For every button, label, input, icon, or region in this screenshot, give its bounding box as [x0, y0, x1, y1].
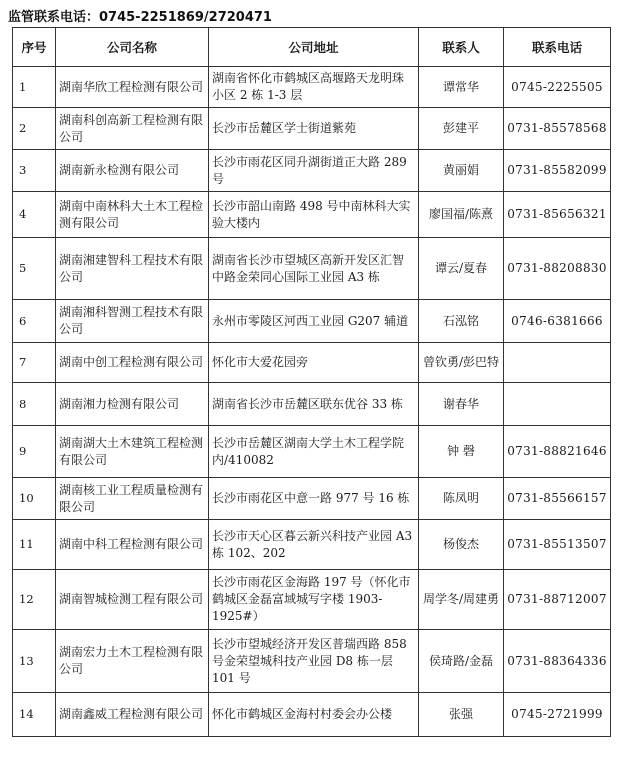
contact-phone: 0731-85578568	[504, 108, 611, 150]
contact-phone: 0745-2225505	[504, 67, 611, 108]
company-address: 长沙市天心区暮云新兴科技产业园 A3 栋 102、202	[209, 520, 419, 570]
company-name: 湖南中科工程检测有限公司	[56, 520, 209, 570]
company-address: 长沙市雨花区金海路 197 号（怀化市鹤城区金磊富域城写字楼 1903-1925#）	[209, 570, 419, 630]
contact-phone	[504, 383, 611, 426]
table-row	[13, 520, 611, 570]
row-number: 1	[13, 67, 56, 108]
contact-person: 侯琦路/金磊	[419, 630, 504, 693]
contact-person: 周学冬/周建勇	[419, 570, 504, 630]
contact-person: 石泓铭	[419, 300, 504, 343]
row-number: 3	[13, 150, 56, 192]
company-address: 怀化市鹤城区金海村村委会办公楼	[209, 693, 419, 737]
row-number: 12	[13, 570, 56, 630]
company-name: 湖南新永检测有限公司	[56, 150, 209, 192]
column-header-phone: 联系电话	[504, 28, 611, 67]
column-header-address: 公司地址	[209, 28, 419, 67]
column-header-contact: 联系人	[419, 28, 504, 67]
contact-phone: 0731-88821646	[504, 426, 611, 478]
company-name: 湖南湘科智测工程技术有限公司	[56, 300, 209, 343]
company-address: 湖南省长沙市岳麓区联东优谷 33 栋	[209, 383, 419, 426]
table-row	[13, 192, 611, 238]
table-row	[13, 108, 611, 150]
contact-person: 谢春华	[419, 383, 504, 426]
contact-phone: 0731-85513507	[504, 520, 611, 570]
table-header-row	[13, 28, 611, 67]
row-number: 2	[13, 108, 56, 150]
row-number: 5	[13, 238, 56, 300]
contact-phone: 0731-88208830	[504, 238, 611, 300]
company-address: 长沙市韶山南路 498 号中南林科大实验大楼内	[209, 192, 419, 238]
table-row	[13, 570, 611, 630]
contact-person: 杨俊杰	[419, 520, 504, 570]
contact-person: 廖国福/陈熹	[419, 192, 504, 238]
table-row	[13, 300, 611, 343]
table-row	[13, 426, 611, 478]
company-address: 湖南省长沙市望城区高新开发区汇智中路金荣同心国际工业园 A3 栋	[209, 238, 419, 300]
contact-phone: 0731-88364336	[504, 630, 611, 693]
table-row	[13, 630, 611, 693]
table-row	[13, 693, 611, 737]
company-name: 湖南湖大土木建筑工程检测有限公司	[56, 426, 209, 478]
contact-person: 张强	[419, 693, 504, 737]
company-address: 怀化市大爱花园旁	[209, 343, 419, 383]
contact-phone: 0731-85566157	[504, 478, 611, 520]
row-number: 6	[13, 300, 56, 343]
contact-person: 谭常华	[419, 67, 504, 108]
contact-person: 彭建平	[419, 108, 504, 150]
company-table	[12, 27, 611, 737]
table-row	[13, 383, 611, 426]
contact-person: 钟 磬	[419, 426, 504, 478]
table-row	[13, 67, 611, 108]
row-number: 14	[13, 693, 56, 737]
company-name: 湖南中南林科大土木工程检测有限公司	[56, 192, 209, 238]
company-name: 湖南中创工程检测有限公司	[56, 343, 209, 383]
company-address: 永州市零陵区河西工业园 G207 辅道	[209, 300, 419, 343]
contact-phone: 0745-2721999	[504, 693, 611, 737]
company-name: 湖南核工业工程质量检测有限公司	[56, 478, 209, 520]
row-number: 10	[13, 478, 56, 520]
contact-phone: 0731-88712007	[504, 570, 611, 630]
company-name: 湖南智城检测工程有限公司	[56, 570, 209, 630]
column-header-no: 序号	[13, 28, 56, 67]
company-address: 长沙市岳麓区湖南大学土木工程学院内/410082	[209, 426, 419, 478]
company-address: 长沙市岳麓区学士街道紫苑	[209, 108, 419, 150]
contact-person: 黄丽娟	[419, 150, 504, 192]
contact-person: 陈凤明	[419, 478, 504, 520]
table-row	[13, 150, 611, 192]
contact-phone	[504, 343, 611, 383]
contact-person: 曾钦勇/彭巴特	[419, 343, 504, 383]
contact-phone: 0731-85582099	[504, 150, 611, 192]
contact-phone: 0746-6381666	[504, 300, 611, 343]
company-address: 长沙市雨花区同升湖街道正大路 289 号	[209, 150, 419, 192]
company-address: 长沙市望城经济开发区普瑞西路 858 号金荣望城科技产业园 D8 栋一层 101 号	[209, 630, 419, 693]
row-number: 9	[13, 426, 56, 478]
row-number: 13	[13, 630, 56, 693]
column-header-name: 公司名称	[56, 28, 209, 67]
contact-person: 谭云/夏春	[419, 238, 504, 300]
company-name: 湖南鑫威工程检测有限公司	[56, 693, 209, 737]
company-name: 湖南湘建智科工程技术有限公司	[56, 238, 209, 300]
company-name: 湖南湘力检测有限公司	[56, 383, 209, 426]
table-row	[13, 478, 611, 520]
company-name: 湖南华欣工程检测有限公司	[56, 67, 209, 108]
row-number: 8	[13, 383, 56, 426]
row-number: 7	[13, 343, 56, 383]
table-row	[13, 343, 611, 383]
contact-phone: 0731-85656321	[504, 192, 611, 238]
company-name: 湖南科创高新工程检测有限公司	[56, 108, 209, 150]
supervision-phone-note: 监管联系电话：0745-2251869/2720471	[8, 10, 272, 25]
table-row	[13, 238, 611, 300]
row-number: 11	[13, 520, 56, 570]
company-address: 湖南省怀化市鹤城区高堰路天龙明珠小区 2 栋 1-3 层	[209, 67, 419, 108]
company-name: 湖南宏力土木工程检测有限公司	[56, 630, 209, 693]
company-address: 长沙市雨花区中意一路 977 号 16 栋	[209, 478, 419, 520]
row-number: 4	[13, 192, 56, 238]
